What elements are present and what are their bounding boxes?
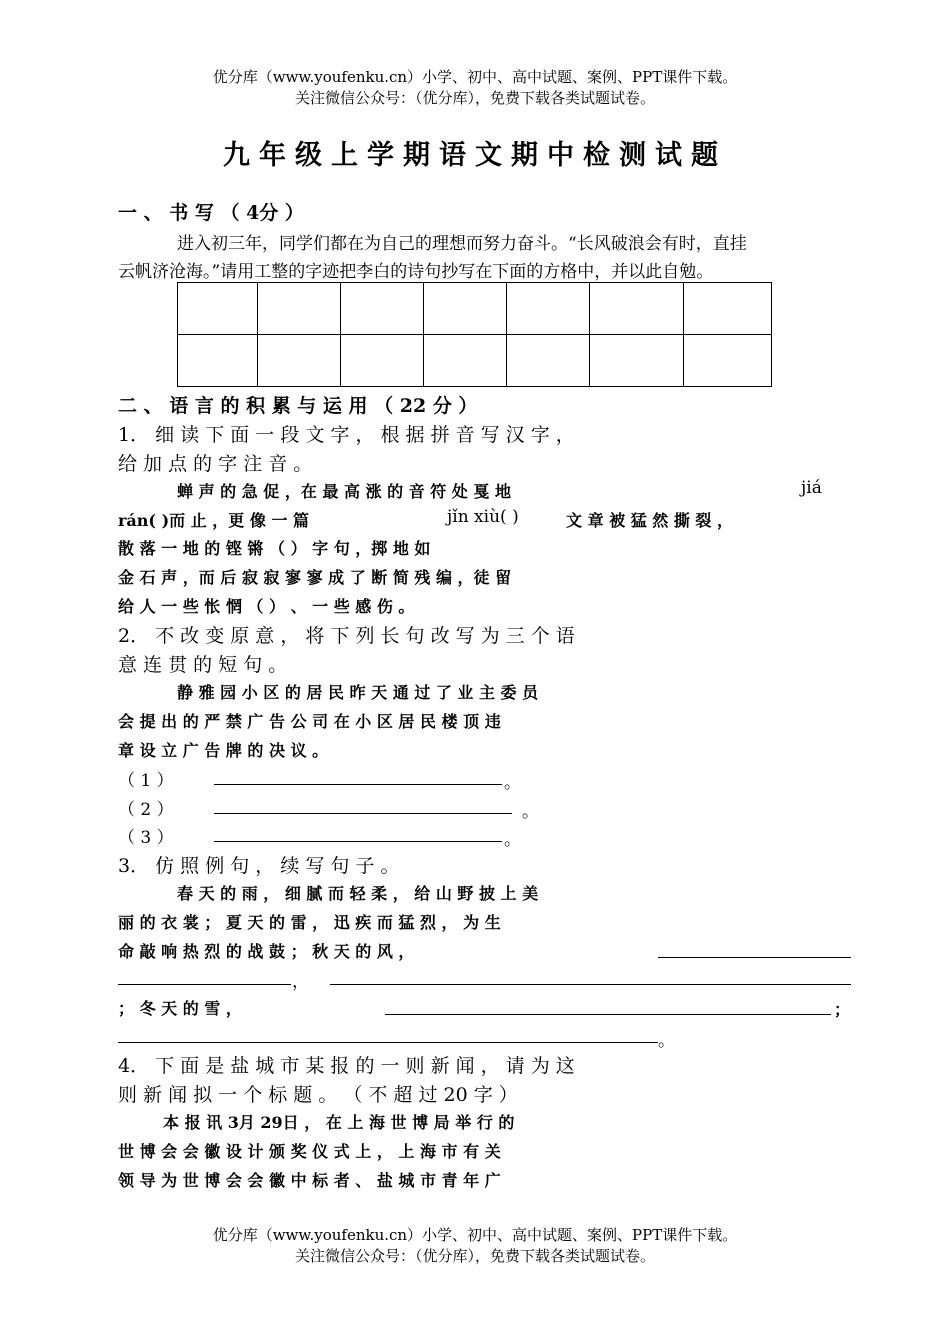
question-2-passage-line-3: 章 设 立 广 告 牌 的 决 议 。 (118, 741, 329, 760)
question-1-passage-line-5: 给 人 一 些 怅 惘 （ ） 、 一 些 感 伤 。 (118, 597, 415, 616)
page-title: 九年级上学期语文期中检测试题 (223, 140, 727, 171)
grid-cell[interactable] (341, 283, 424, 335)
grid-cell[interactable] (178, 283, 258, 335)
question-1-prompt-line-1: 1． 细 读 下 面 一 段 文 字 ， 根 据 拼 音 写 汉 字 ， (118, 424, 575, 446)
grid-cell[interactable] (507, 283, 590, 335)
question-1-prompt-line-2: 给 加 点 的 字 注 音 。 (118, 453, 313, 475)
answer-label-2: （ 2 ） (118, 800, 174, 820)
question-2-passage-line-1: 静 雅 园 小 区 的 居 民 昨 天 通 过 了 业 主 委 员 (177, 683, 539, 702)
grid-cell[interactable] (258, 335, 341, 387)
question-1-passage-line-4: 金 石 声 ，而 后 寂 寂 寥 寥 成 了 断 简 残 编 ，徒 留 (118, 568, 512, 587)
question-4-passage-line-1: 本 报 讯 3月 29日 ， 在 上 海 世 博 局 举 行 的 (163, 1113, 515, 1132)
answer-blank-2[interactable] (214, 795, 512, 814)
pinyin-jinxiu: jǐn xiù( ) (447, 507, 519, 527)
answer-blank-winter-1[interactable] (385, 996, 831, 1015)
answer-blank-1[interactable] (214, 766, 502, 785)
question-3-prompt: 3． 仿 照 例 句 ， 续 写 句 子 。 (118, 855, 400, 877)
answer-blank-3[interactable] (214, 823, 502, 842)
header-line-1: 优分库（www.youfenku.cn）小学、初中、高中试题、案例、PPT课件下载。 (212, 68, 738, 86)
grid-cell[interactable] (258, 283, 341, 335)
answer-blank-autumn-3[interactable] (330, 966, 851, 985)
question-1-passage-line-2a: rán( )而 止 ，更 像 一 篇 (118, 511, 309, 530)
grid-cell[interactable] (424, 335, 507, 387)
grid-cell[interactable] (424, 283, 507, 335)
answer-blank-autumn-2[interactable] (118, 966, 291, 985)
semicolon-mark: ； (834, 1000, 851, 1019)
question-1-passage-line-2b: 文 章 被 猛 然 撕 裂 ， (566, 511, 733, 530)
grid-cell[interactable] (507, 335, 590, 387)
answer-end-1: 。 (504, 773, 521, 793)
answer-end-2: 。 (522, 802, 539, 822)
section-2-heading: 二 、 语 言 的 积 累 与 运 用 （ 22 分 ） (118, 395, 478, 417)
section-1-heading: 一 、 书 写 （ 4分 ） (118, 202, 304, 224)
question-3-example-line-2: 丽 的 衣 裳 ； 夏 天 的 雷 ， 迅 疾 而 猛 烈 ， 为 生 (118, 913, 501, 932)
question-4-passage-line-2: 世 博 会 会 徽 设 计 颁 奖 仪 式 上 ， 上 海 市 有 关 (118, 1142, 501, 1161)
pinyin-jiaran-part-1: jiá (801, 478, 822, 498)
question-4-prompt-line-2: 则 新 闻 拟 一 个 标 题 。 （ 不 超 过 20 字 ） (118, 1084, 518, 1106)
question-2-passage-line-2: 会 提 出 的 严 禁 广 告 公 司 在 小 区 居 民 楼 顶 违 (118, 712, 501, 731)
period-mark: 。 (658, 1031, 675, 1051)
grid-cell[interactable] (684, 335, 772, 387)
answer-blank-autumn-1[interactable] (658, 939, 851, 958)
question-3-winter-prompt: ； 冬 天 的 雪 ， (118, 999, 242, 1018)
answer-label-1: （ 1 ） (118, 771, 174, 791)
answer-blank-winter-2[interactable] (118, 1024, 658, 1043)
grid-cell[interactable] (590, 283, 684, 335)
footer-line-2: 关注微信公众号：（优分库），免费下载各类试题试卷。 (294, 1247, 655, 1265)
question-1-passage-line-1: 蝉 声 的 急 促 ，在 最 高 涨 的 音 符 处 戛 地 (177, 482, 511, 501)
grid-cell[interactable] (341, 335, 424, 387)
question-3-example-line-3: 命 敲 响 热 烈 的 战 鼓 ； 秋 天 的 风 ， (118, 942, 415, 961)
question-1-passage-line-3: 散 落 一 地 的 铿 锵 （ ） 字 句 ，掷 地 如 (118, 539, 431, 558)
grid-cell[interactable] (684, 283, 772, 335)
question-3-example-line-1: 春 天 的 雨 ， 细 腻 而 轻 柔 ， 给 山 野 披 上 美 (177, 884, 539, 903)
question-4-prompt-line-1: 4． 下 面 是 盐 城 市 某 报 的 一 则 新 闻 ， 请 为 这 (118, 1055, 575, 1077)
header-line-2: 关注微信公众号：（优分库），免费下载各类试题试卷。 (294, 89, 655, 107)
footer-line-1: 优分库（www.youfenku.cn）小学、初中、高中试题、案例、PPT课件下载。 (212, 1226, 738, 1244)
grid-cell[interactable] (590, 335, 684, 387)
question-4-passage-line-3: 领 导 为 世 博 会 会 徽 中 标 者 、 盐 城 市 青 年 广 (118, 1171, 501, 1190)
grid-cell[interactable] (178, 335, 258, 387)
answer-end-3: 。 (504, 830, 521, 850)
question-2-prompt-line-2: 意 连 贯 的 短 句 。 (118, 654, 288, 676)
answer-label-3: （ 3 ） (118, 828, 174, 848)
comma-mark: ， (292, 972, 309, 992)
writing-grid (177, 282, 772, 387)
question-2-prompt-line-1: 2． 不 改 变 原 意 ， 将 下 列 长 句 改 写 为 三 个 语 (118, 625, 575, 647)
section-1-paragraph-line-2: 云帆济沧海。”请用工整的字迹把李白的诗句抄写在下面的方格中，并以此自勉。 (118, 262, 714, 282)
section-1-paragraph-line-1: 进入初三年，同学们都在为自己的理想而努力奋斗。“长风破浪会有时，直挂 (177, 234, 747, 254)
